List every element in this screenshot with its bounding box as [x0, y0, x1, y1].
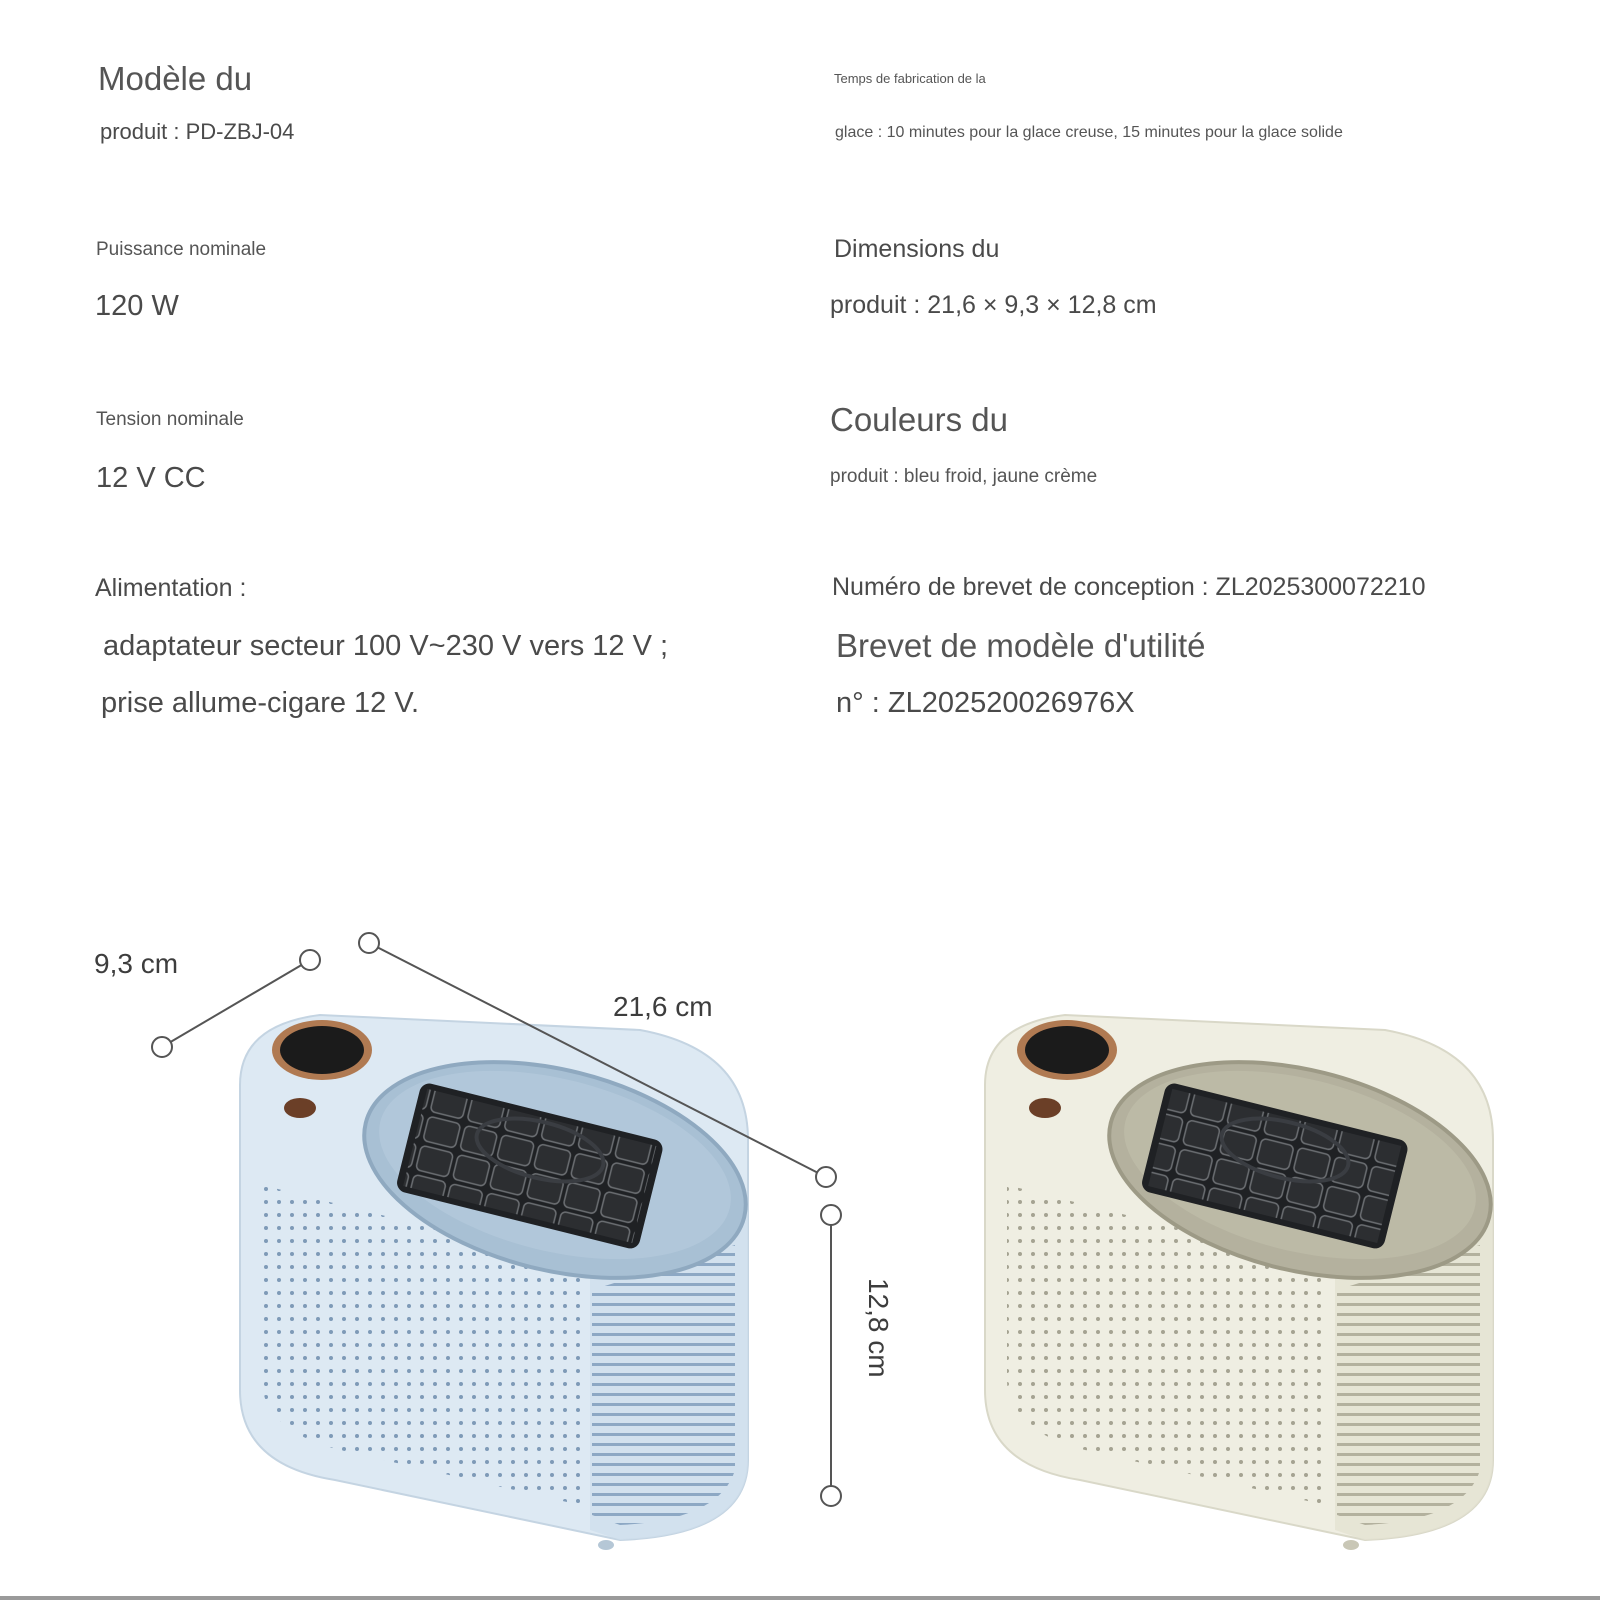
dimensions-value: produit : 21,6 × 9,3 × 12,8 cm: [830, 291, 1157, 319]
design-patent: Numéro de brevet de conception : ZL2025300072210: [832, 573, 1426, 601]
model-title: Modèle du: [98, 60, 253, 97]
blue-ice-maker: [240, 1015, 768, 1550]
voltage-value: 12 V CC: [96, 462, 206, 494]
colors-title: Couleurs du: [830, 401, 1008, 438]
model-value: produit : PD-ZBJ-04: [100, 119, 295, 144]
supply-title: Alimentation :: [95, 574, 247, 602]
power-title: Puissance nominale: [96, 239, 267, 260]
utility-patent-value: n° : ZL202520026976X: [836, 687, 1135, 719]
power-value: 120 W: [95, 290, 179, 322]
bottom-divider: [0, 1596, 1600, 1600]
cream-ice-maker: [985, 1015, 1513, 1550]
height-dimension-line: [821, 1205, 841, 1506]
voltage-title: Tension nominale: [96, 409, 244, 430]
ice-time-value: glace : 10 minutes pour la glace creuse, 15 minutes pour la glace solide: [835, 124, 1343, 141]
colors-value: produit : bleu froid, jaune crème: [830, 466, 1098, 487]
dimensions-title: Dimensions du: [834, 235, 1000, 263]
supply-line-2: prise allume-cigare 12 V.: [101, 687, 420, 719]
depth-label: 9,3 cm: [94, 948, 179, 979]
ice-time-title: Temps de fabrication de la: [834, 71, 986, 86]
height-label: 12,8 cm: [863, 1278, 894, 1378]
supply-line-1: adaptateur secteur 100 V~230 V vers 12 V ;: [103, 630, 669, 662]
utility-patent-title: Brevet de modèle d'utilité: [836, 627, 1206, 664]
width-label: 21,6 cm: [613, 991, 713, 1022]
